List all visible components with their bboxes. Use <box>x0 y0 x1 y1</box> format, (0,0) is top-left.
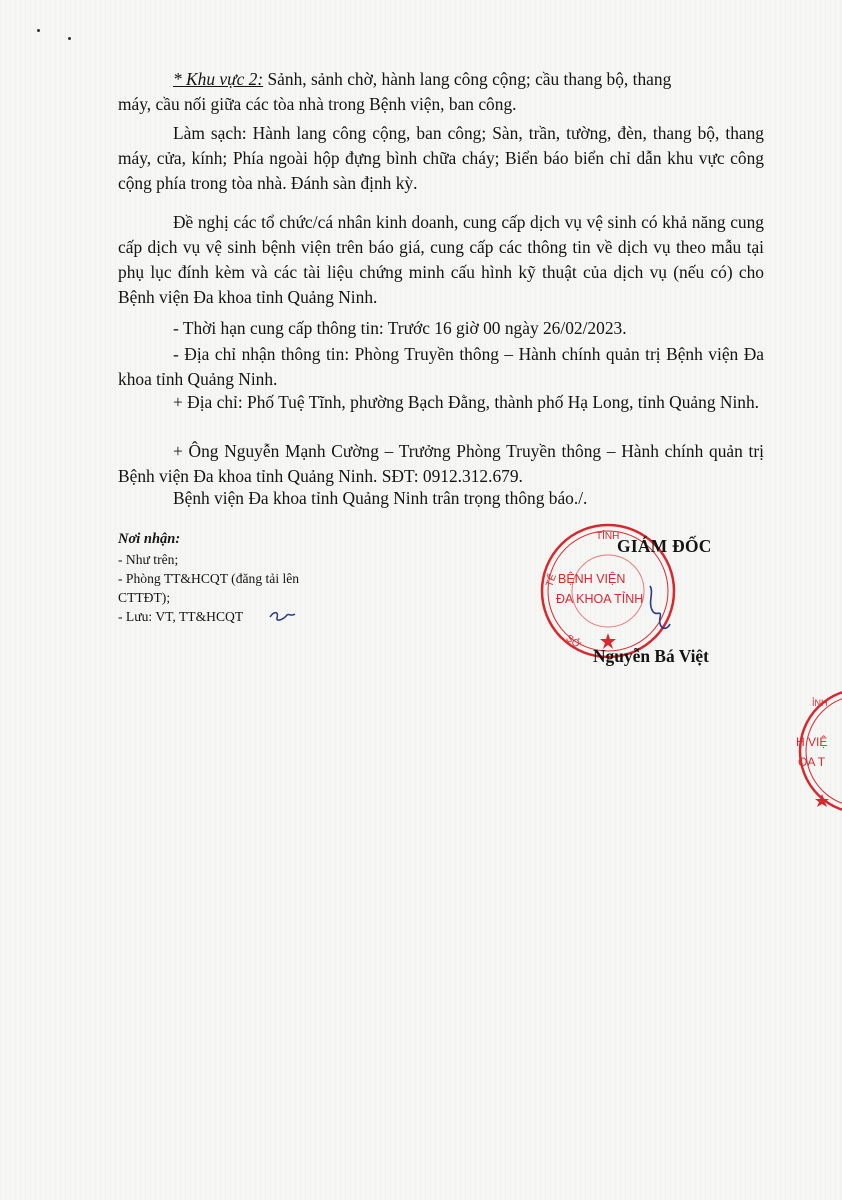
section-text: Sảnh, sảnh chờ, hành lang công cộng; cầu thang bộ, thang <box>263 69 672 89</box>
contact-paragraph: + Ông Nguyễn Mạnh Cường – Trưởng Phòng Truyền thông – Hành chính quản trị Bệnh viện Đa khoa tỉnh Quảng Ninh. SĐT: 0912.312.679. <box>118 441 764 486</box>
edge-stamp-line-2: OA T <box>798 755 826 769</box>
deadline-text: - Thời hạn cung cấp thông tin: Trước 16 giờ 00 ngày 26/02/2023. <box>173 318 627 338</box>
recipient-item: CTTĐT); <box>118 590 171 605</box>
section-label: * Khu vực 2: <box>173 69 264 89</box>
scan-speck <box>37 29 40 32</box>
closing-text: Bệnh viện Đa khoa tỉnh Quảng Ninh trân trọng thông báo./. <box>173 488 588 508</box>
signature-scrawl <box>640 582 680 636</box>
initials-scribble <box>268 608 298 624</box>
stamp-line-2: ĐA KHOA TỈNH <box>556 592 644 606</box>
signature-title: GIÁM ĐỐC <box>617 536 712 556</box>
stamp-line-1: BỆNH VIỆN <box>558 572 626 586</box>
edge-stamp-top: ỈNH <box>812 698 828 708</box>
request-paragraph: Đề nghị các tổ chức/cá nhân kinh doanh, cung cấp dịch vụ vệ sinh có khả năng cung cấp dịch vụ vệ sinh bệnh viện trên báo giá, cung cấp các thông tin về dịch vụ theo mẫu tại phụ lục đính kèm và các tài liệu chứng minh cấu hình kỹ thuật của dịch vụ (nếu có) cho Bệnh viện Đa khoa tỉnh Quảng Ninh. <box>118 212 764 307</box>
section-line-2: máy, cầu nối giữa các tòa nhà trong Bệnh viện, ban công. <box>118 94 517 114</box>
edge-stamp <box>796 686 842 816</box>
edge-stamp-star-icon <box>815 794 829 807</box>
section-line-1 <box>173 67 671 92</box>
scan-speck <box>68 37 71 40</box>
stamp-top-text: TỈNH <box>596 531 620 542</box>
edge-stamp-line-1: H VIỆ <box>796 735 828 749</box>
receiver-paragraph: - Địa chỉ nhận thông tin: Phòng Truyền thông – Hành chính quản trị Bệnh viện Đa khoa tỉnh Quảng Ninh. <box>118 344 764 389</box>
recipients-title: Nơi nhận: <box>118 531 181 547</box>
address-paragraph: + Địa chỉ: Phố Tuệ Tĩnh, phường Bạch Đằng, thành phố Hạ Long, tỉnh Quảng Ninh. <box>173 392 760 412</box>
recipient-item: - Phòng TT&HCQT (đăng tải lên <box>118 571 300 586</box>
recipient-item: - Như trên; <box>118 552 179 567</box>
cleaning-paragraph: Làm sạch: Hành lang công cộng, ban công; Sàn, trần, tường, đèn, thang bộ, thang máy, cửa, kính; Phía ngoài hộp đựng bình chữa cháy; Biển báo biển chỉ dẫn khu vực công cộng phía trong tòa nhà. Đánh sàn định kỳ. <box>118 123 764 193</box>
stamp-arc-bottom: SỞ <box>563 632 583 651</box>
signer-name: Nguyễn Bá Việt <box>593 646 709 666</box>
stamp-arc-left: TẾ <box>544 572 560 589</box>
recipient-item: - Lưu: VT, TT&HCQT <box>118 609 244 624</box>
